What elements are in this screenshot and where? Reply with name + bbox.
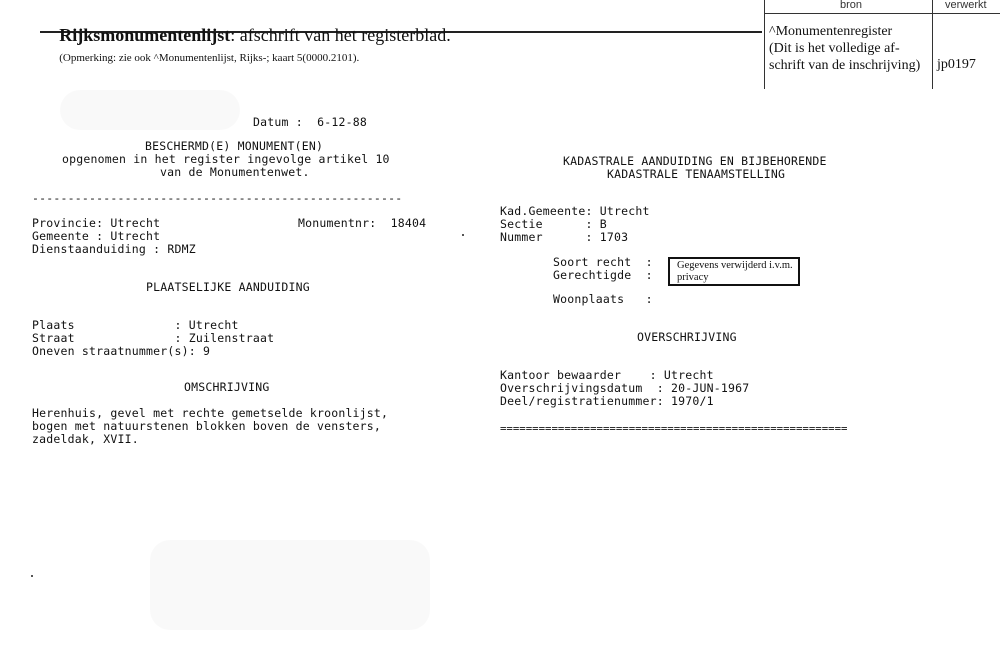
gemeente: Gemeente : Utrecht xyxy=(32,229,161,243)
overschrijving-heading: OVERSCHRIJVING xyxy=(637,330,737,344)
straat: Straat : Zuilenstraat xyxy=(32,331,275,345)
omschrijving-line: zadeldak, XVII. xyxy=(32,432,139,446)
gerechtigde: Gerechtigde : xyxy=(553,268,653,282)
heading-line: BESCHERMD(E) MONUMENT(EN) xyxy=(145,139,324,153)
scan-speck xyxy=(31,575,33,577)
privacy-notice: Gegevens verwijderd i.v.m. privacy xyxy=(668,257,800,286)
double-rule: ====================================================== xyxy=(500,422,848,435)
scan-shade xyxy=(150,540,430,630)
deel-registratienummer: Deel/registratienummer: 1970/1 xyxy=(500,394,714,408)
kadaster-heading: KADASTRALE TENAAMSTELLING xyxy=(607,167,786,181)
bron-line: schrift van de inschrijving) xyxy=(769,58,921,73)
provincie: Provincie: Utrecht xyxy=(32,216,161,230)
source-table xyxy=(764,0,1000,89)
heading-line: van de Monumentenwet. xyxy=(160,165,310,179)
kantoor-bewaarder: Kantoor bewaarder : Utrecht xyxy=(500,368,714,382)
oneven-straatnummers: Oneven straatnummer(s): 9 xyxy=(32,344,211,358)
nummer: Nummer : 1703 xyxy=(500,230,629,244)
plaats: Plaats : Utrecht xyxy=(32,318,239,332)
col-bron: bron xyxy=(840,0,863,11)
header-title: : afschrift van het registerblad. xyxy=(230,25,451,45)
datum: Datum : 6-12-88 xyxy=(253,115,367,129)
col-verwerkt: verwerkt xyxy=(945,0,987,11)
plaatselijke-aanduiding-heading: PLAATSELIJKE AANDUIDING xyxy=(146,280,310,294)
omschrijving-line: bogen met natuurstenen blokken boven de vensters, xyxy=(32,419,382,433)
kad-gemeente: Kad.Gemeente: Utrecht xyxy=(500,204,650,218)
sectie: Sectie : B xyxy=(500,217,607,231)
monumentnr: Monumentnr: 18404 xyxy=(298,216,427,230)
source-table-header xyxy=(765,0,1000,14)
document-header xyxy=(40,6,762,64)
bron-text xyxy=(769,23,920,74)
woonplaats: Woonplaats : xyxy=(553,292,653,306)
scan-shade xyxy=(60,90,240,130)
overschrijvingsdatum: Overschrijvingsdatum : 20-JUN-1967 xyxy=(500,381,750,395)
bron-line: ^Monumentenregister xyxy=(769,24,893,39)
soort-recht: Soort recht : xyxy=(553,255,653,269)
kadaster-heading: KADASTRALE AANDUIDING EN BIJBEHORENDE xyxy=(563,154,827,168)
header-note: (Opmerking: zie ook ^Monumentenlijst, Rijks-; kaart 5(0000.2101). xyxy=(59,52,360,64)
separator-line: ---------------------------------------------------- xyxy=(32,191,403,205)
scan-speck xyxy=(462,234,464,236)
bron-line: (Dit is het volledige af- xyxy=(769,41,900,56)
omschrijving-line: Herenhuis, gevel met rechte gemetselde kroonlijst, xyxy=(32,406,389,420)
dienstaanduiding: Dienstaanduiding : RDMZ xyxy=(32,242,196,256)
header-title-bold: Rijksmonumentenlijst xyxy=(59,25,231,45)
heading-line: opgenomen in het register ingevolge artikel 10 xyxy=(62,152,390,166)
verwerkt-value: jp0197 xyxy=(937,57,976,72)
omschrijving-heading: OMSCHRIJVING xyxy=(184,380,270,394)
column-divider xyxy=(932,0,933,89)
